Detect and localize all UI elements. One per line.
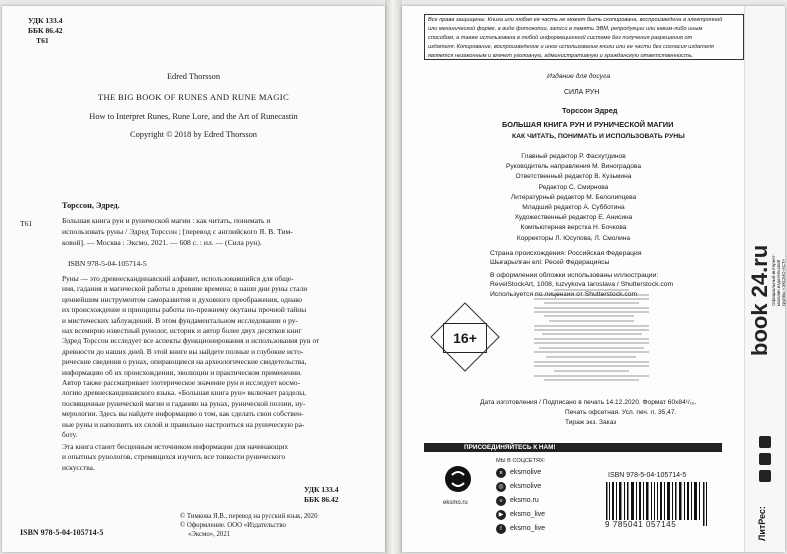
rights-line: издателя. Копирование, воспроизведение и иное использование книги или ее части без согласия издателя xyxy=(428,44,714,50)
credit-line: Корректоры Л. Юсупова, Л. Смолина xyxy=(516,234,631,242)
isbn-right: ISBN 978-5-04-105714-5 xyxy=(608,472,687,479)
google-play-icon[interactable] xyxy=(759,453,771,465)
abstract-line: нах всемирно известный рунолог, историк и автор более двух десятков книг xyxy=(62,326,302,336)
credit-line: Ответственный редактор В. Кузьмина xyxy=(515,173,632,181)
facebook-icon[interactable]: f xyxy=(496,524,506,534)
print-info xyxy=(480,398,697,428)
social-link[interactable]: eksmolive xyxy=(510,469,542,476)
windows-store-icon[interactable] xyxy=(759,470,771,482)
catalog-line: Большая книга рун и рунической магии : как читать, понимать и xyxy=(62,216,271,225)
join-us-text: ПРИСОЕДИНЯЙТЕСЬ К НАМ! xyxy=(464,444,556,451)
print-line: Печать офсетная. Усл. печ. л. 35,47. xyxy=(565,409,677,416)
book-gutter xyxy=(385,0,402,554)
instagram-icon[interactable]: ◎ xyxy=(496,482,506,492)
eksmo-logo-icon xyxy=(444,465,472,503)
copyright-ru xyxy=(180,512,317,539)
rights-line: способом, а также использована в любой информационной системе без получения разрешения от xyxy=(428,35,693,41)
catalog-author: Торссон, Эдред. xyxy=(62,201,120,210)
origin xyxy=(490,249,642,268)
copyright-line: © Тимкова Я.В., перевод на русский язык, 2020 xyxy=(180,513,318,520)
social-link[interactable]: eksmo_live xyxy=(510,525,546,532)
imprint-microtext-lines xyxy=(524,286,659,384)
catalog-entry xyxy=(62,215,362,248)
rights-line: или механической форме, в виде фотокопии, записи в память ЭВМ, репродукции или каким-либо иным xyxy=(428,26,703,32)
barcode-digits: 9 785041 057145 xyxy=(605,520,677,529)
credit-line: Младший редактор А. Субботина xyxy=(522,204,625,212)
abstract-line: Эдред Торссон исследует все аспекты функционирования и использования рун от xyxy=(62,336,320,346)
credit-line: Руководитель направления М. Виноградова xyxy=(505,163,641,171)
bbk-code-2: ББК 86.42 xyxy=(304,495,339,504)
odnoklassniki-icon[interactable]: о xyxy=(496,496,506,506)
origin-line: Страна происхождения: Российская Федерация xyxy=(490,250,642,257)
abstract-line: Автор также рассматривает эзотерическое значение рун и исследует космо- xyxy=(62,378,301,388)
rights-line: Все права защищены. Книга или любая ее часть не может быть скопирована, воспроизведена в электронной xyxy=(428,17,723,23)
credit-line: Литературный редактор М. Белолипцева xyxy=(510,193,637,201)
credit-line: Художественный редактор Е. Анисина xyxy=(514,214,633,222)
isbn-bottom: ISBN 978-5-04-105714-5 xyxy=(20,528,104,537)
book24-logo[interactable]: book 24.ru xyxy=(747,244,772,356)
abstract-line: Руны — это древнескандинавский алфавит, использовавшийся для обще- xyxy=(62,274,294,283)
abstract-line: и опытных рунологов, стремящихся изучить все тонкости рунического xyxy=(62,452,286,462)
abstract-line: ценнейшим инструментом саморазвития и духовного преображения, однако xyxy=(62,294,303,304)
rights-notice xyxy=(424,14,744,60)
title-ru: БОЛЬШАЯ КНИГА РУН И РУНИЧЕСКОЙ МАГИИ xyxy=(502,120,674,129)
side-small-text: Официальный интернет-магазин издательской группы «ЭКСМО-АСТ» xyxy=(771,253,786,306)
abstract-line: искусства. xyxy=(62,462,95,472)
abstract xyxy=(62,274,367,441)
abstract-line: рические сведения о рунах, опирающиеся на археологические свидетельства, xyxy=(62,357,307,367)
imprint-microtext xyxy=(524,286,659,384)
cover-line: В оформлении обложки использованы иллюстрации: xyxy=(490,272,659,279)
litres-logo[interactable]: ЛитРес: xyxy=(757,506,767,541)
vk-icon[interactable]: в xyxy=(496,468,506,478)
title-en: THE BIG BOOK OF RUNES AND RUNE MAGIC xyxy=(97,92,290,102)
social-link[interactable]: eksmo_live xyxy=(510,511,546,518)
abstract-line: боту. xyxy=(62,430,78,440)
subtitle-en: How to Interpret Runes, Rune Lore, and the Art of Runecastin xyxy=(89,112,298,121)
diamond-frame-icon xyxy=(430,302,500,372)
abstract-line: и мистических заблуждений. В этом фундаментальном исследовании о ру- xyxy=(62,315,298,325)
copyright-line: © Оформление. ООО «Издательство xyxy=(180,522,286,529)
copyright-line: «Эксмо», 2021 xyxy=(188,531,231,538)
print-line: Дата изготовления / Подписано в печать 14.12.2020. Формат 60x84¹/₁₆. xyxy=(480,399,697,406)
udk-code: УДК 133.4 xyxy=(28,16,63,25)
right-page xyxy=(402,6,785,552)
bbk-code: ББК 86.42 xyxy=(28,26,63,35)
credit-line: Главный редактор Р. Фасхутдинов xyxy=(521,153,626,160)
abstract-line: информацию об их происхождении, эволюции и практическом применении. xyxy=(62,367,302,377)
abstract-line: посвященные рунической магии и гаданию на рунах, рунической поэзии, ну- xyxy=(62,398,306,408)
social-link[interactable]: eksmolive xyxy=(510,483,542,490)
youtube-icon[interactable]: ▶ xyxy=(496,510,506,520)
copyright-en: Copyright © 2018 by Edred Thorsson xyxy=(130,130,257,139)
print-line: Тираж экз. Заказ xyxy=(565,419,617,426)
cover-line: RevelStockArt, 1008, luzvykova Iaroslava / Shutterstock.com xyxy=(490,281,674,289)
abstract-line: Эта книга станет бесценным источником информации для начинающих xyxy=(62,442,289,451)
catalog-line: ковой]. — Москва : Эксмо, 2021. — 608 с. : ил. — (Сила рун). xyxy=(62,238,262,247)
app-store-icon[interactable] xyxy=(759,436,771,448)
side-ad-strip xyxy=(744,6,785,552)
credit-line: Компьютерная верстка Н. Бочкова xyxy=(520,224,627,232)
catalog-code: Т61 xyxy=(20,219,33,228)
credit-line: Редактор С. Смирнова xyxy=(538,183,609,191)
abstract-line: ния, гадания и магической работы в древние времена; в наши дни руны стали xyxy=(62,284,308,294)
rights-line: является незаконным и влечет уголовную, административную и гражданскую ответственность. xyxy=(428,53,694,59)
abstract-2 xyxy=(62,442,367,473)
abstract-line: их происхождение и принципы работы по-прежнему окутаны прочной тайны xyxy=(62,305,307,315)
cover-line: Используется по лицензии от Shutterstock.com xyxy=(490,290,638,298)
isbn-line: ISBN 978-5-04-105714-5 xyxy=(68,259,147,268)
author-mark: Т61 xyxy=(36,36,49,45)
abstract-line: древности до наших дней. В этой книге вы найдете полные и глубокие исто- xyxy=(62,346,304,356)
author-en: Edred Thorsson xyxy=(166,72,221,81)
series-name: СИЛА РУН xyxy=(564,89,600,96)
social-title: МЫ В СОЦСЕТЯХ: xyxy=(496,458,546,464)
left-page xyxy=(2,6,385,552)
age-rating-badge: 16+ xyxy=(443,323,487,353)
origin-line: Шығарылған елі: Ресей Федерациясы xyxy=(490,259,610,267)
udk-code-2: УДК 133.4 xyxy=(304,485,339,494)
join-us-banner xyxy=(424,443,722,452)
abstract-line: ные руны и наполнить их силой и правильно настроиться на руническую ра- xyxy=(62,419,305,429)
abstract-line: логию древнескандинавского языка. «Большая книга рун» включает разделы, xyxy=(62,388,307,398)
subtitle-ru: КАК ЧИТАТЬ, ПОНИМАТЬ И ИСПОЛЬЗОВАТЬ РУНЫ xyxy=(512,133,685,140)
social-link[interactable]: eksmo.ru xyxy=(510,497,539,504)
edition-type: Издание для досуга xyxy=(547,73,611,80)
author-ru: Торссон Эдред xyxy=(562,106,618,115)
eksmo-logo-text: eksmo.ru xyxy=(443,500,468,506)
credits xyxy=(402,152,745,244)
catalog-line: использовать руны / Эдред Торссон ; [перевод с английского Я. В. Тим- xyxy=(62,227,293,236)
abstract-line: мерологии. Здесь вы найдете информацию о том, как сделать свои собствен- xyxy=(62,409,304,419)
